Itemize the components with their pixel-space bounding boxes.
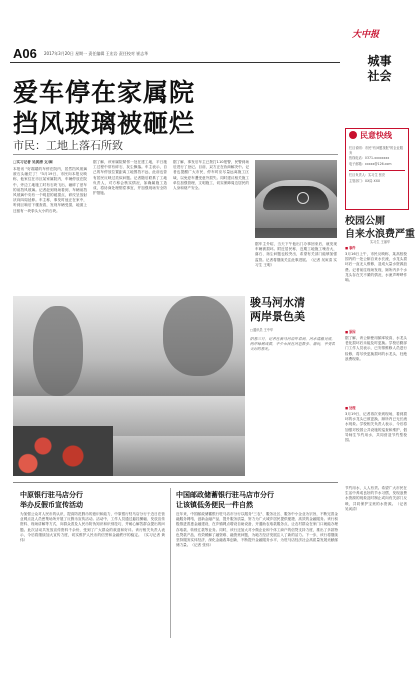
bottom-col-divider [170, 488, 171, 638]
hotline-line-3: 电子邮箱：xxxxx@126.com [349, 162, 392, 166]
crack-mark [297, 192, 309, 204]
hotline-editor-1: 栏目负责人：实习生 张亮 [349, 173, 386, 177]
lead-rule [13, 154, 338, 155]
side-para-1: 3月16日上午，市民反映称，某高校校园内的一处公厕自来水长流，水龙头损坏后一直无人维修，造成大量水资源浪费。记者前往现场发现，厕所内多个水龙头存在关不紧的情况，水流声哗哗作响。 [345, 252, 407, 283]
caption-title-2: 两岸景色美 [250, 310, 305, 323]
section-name [357, 54, 402, 84]
car-photo [255, 160, 337, 238]
lead-headline-1: 爱车停在家属院 [13, 78, 196, 107]
river-photo [13, 296, 245, 476]
hotline-editor-2: 主管部门：XX局 XXX [349, 179, 381, 183]
tree-1 [33, 306, 83, 396]
lead-column-2: 据了解，该家属院紧邻一处在建工地，平日施工过程中常有碎石、灰尘飘落。车主表示，自己的车停放位置距离工地围挡不远，此前也曾有居民反映过类似问题。记者随后联系了工地负责人，对方称会核实情况，如确属施工造成，将协商处理赔偿事宜，并加强现场安全防护措施。 [93, 160, 167, 196]
brand-logo-text: 大中报 [352, 30, 380, 40]
side-section-2: ■ 原因 [345, 330, 356, 334]
car-windshield [263, 186, 329, 210]
side-para-2: 据了解，该公厕使用频率较高，水龙头老化损坏后未能及时更换。学校后勤部门工作人员表示，已安排维修人员进行检修，将尽快更换损坏的水龙头，杜绝浪费现象。 [345, 336, 407, 361]
hotline-header [346, 129, 408, 143]
flowers [13, 426, 113, 476]
dateline: 2017年3月20日 星期一 责任编辑 王宏岩 责任校对 崔志华 [44, 51, 149, 56]
tree-2 [163, 296, 233, 376]
page-code: A06 [13, 46, 37, 61]
hotline-line-1: 栏目说明：市民"有问题找报"的企业服务 [349, 146, 403, 155]
br-body: 近年来，中国邮政储蓄银行驻马店市分行以服务"三农"、服务社区、服务中小企业为宗旨，不断完善金融服务网络，创新金融产品，提升服务质量，努力为广大城乡居民提供便捷、高效的金融服务。该行积极推进普惠金融建设，在乡镇网点增设自助设备，开通助农取款服务点，让农村群众在家门口就能办理存取款、转账汇款等业务。同时，该行还加大对小微企业和个体工商户的信贷支持力度，推出了多款特色贷款产品，有效缓解了融资难、融资贵问题，为地方经济发展注入了新的活力。下一步，该行将继续坚持服务实体经济，深化金融改革创新，不断提升金融服务水平，为驻马店经济社会高质量发展贡献邮储力量。（记者 张伟） [176, 512, 338, 548]
side-section-3: ■ 处理 [345, 406, 356, 410]
hotline-line-2: 热线电话：0371-xxxxxxxx [349, 156, 390, 160]
bl-body: 为加强公众对人民币的认识，提高防范假币的意识和能力，中原银行驻马店分行于近日在营业网点及人员密集场所开展了反假币宣传活动。活动中，工作人员通过悬挂横幅、发放宣传资料、现场讲解等方式，向群众普及人民币防伪知识和识别技巧，并耐心解答群众提出的问题。此次活动共发放宣传资料千余份，受到了广大群众的欢迎和好评。该行相关负责人表示，今后将继续加大宣传力度，切实维护人民币的信誉和金融秩序的稳定。（实习记者 黄伟） [20, 512, 165, 543]
side-byline: 实习生 王丽华 [370, 240, 391, 244]
bottom-divider [13, 482, 338, 483]
section-line-2: 社会 [367, 69, 392, 83]
hotline-box [345, 128, 409, 210]
bl-headline-2: 举办反假币宣传活动 [20, 501, 83, 509]
caption-title-1: 骏马河水清 [250, 296, 305, 309]
caption-text: 阳春三月，记者在骏马河沿岸看到，河水清澈见底，两岸绿树成荫，不少市民在河边散步、游玩，享受着美好的春光。 [250, 336, 335, 351]
br-headline-2: 让该镇低务便民一件自然 [176, 501, 253, 509]
caption-box [250, 296, 338, 476]
header-rule [10, 62, 340, 63]
side-title-1: 校园公厕 [345, 216, 385, 227]
brand-logo [352, 22, 402, 38]
lead-byline: □实习记者 吴寅清 文/图 [13, 160, 53, 164]
lead-column-4: 据车主介绍，当天下午他出门办事回来后，就发现车辆被损坏。附近居民称，近期工地施工噪音大，落石、扬尘问题也较突出，希望有关部门能够加强监管。记者将继续关注此事进展。（记者 吴寅清 实习生 王明） [255, 242, 337, 267]
side-para-3: 3月19日，记者再次来到现场，看到损坏的水龙头已被更换，厕所内已无长流水现象。学校相关负责人表示，今后将加强对校园公共设施的巡查和维护，倡导师生节约用水，共同营造节约型校园。 [345, 412, 407, 443]
lead-column-1: 本报讯 "好端端的车停在院内，居然挡风玻璃被石头砸烂了！"3月19日，市民向本报反映称，他家住在市区某家属院内，车辆停放在院中，旁边工地施工时有石块飞出，砸碎了爱车的前挡风玻璃。记者赶到现场看到，车辆前挡风玻璃中央有一个明显的破损点，碎纹呈放射状向四周延伸。车主称，事发时他正在家中，听到巨响后下楼查看，发现车辆受损，地面上还留有一块拳头大小的石块。 [13, 167, 87, 213]
side-para-4: 节约用水，人人有责。希望广大市民在生活中养成良好的节水习惯，发现浪费水资源的现象及时制止或向有关部门反映，共同保护宝贵的水资源。（记者 吴寅清） [345, 486, 407, 511]
page-header [0, 0, 415, 83]
hotline-divider [349, 170, 405, 171]
caption-byline: □通讯员 王中华 [250, 328, 274, 332]
bl-headline-1: 中原银行驻马店分行 [20, 491, 83, 499]
side-section-1: ■ 事件 [345, 246, 356, 250]
br-headline-1: 中国邮政储蓄银行驻马店市分行 [176, 491, 274, 499]
side-title-2: 自来水浪费严重 [345, 229, 415, 240]
phone-icon [349, 131, 357, 139]
lead-column-3: 据了解，事发后车主已拨打110报警，民警到场后进行了登记。目前，双方正在协商解决中。记者也提醒广大市民，停车时应尽量远离施工区域，以免爱车遭受意外损失。同时建议相关施工单位加强管理，文明施工，切实保障周边居民的人身和财产安全。 [173, 160, 249, 191]
lead-subhead: 市民：工地上落石所致 [13, 139, 123, 152]
section-line-1: 城事 [367, 54, 392, 68]
lead-headline-2: 挡风玻璃被砸烂 [13, 109, 196, 138]
hotline-title: 民意快线 [360, 131, 392, 140]
